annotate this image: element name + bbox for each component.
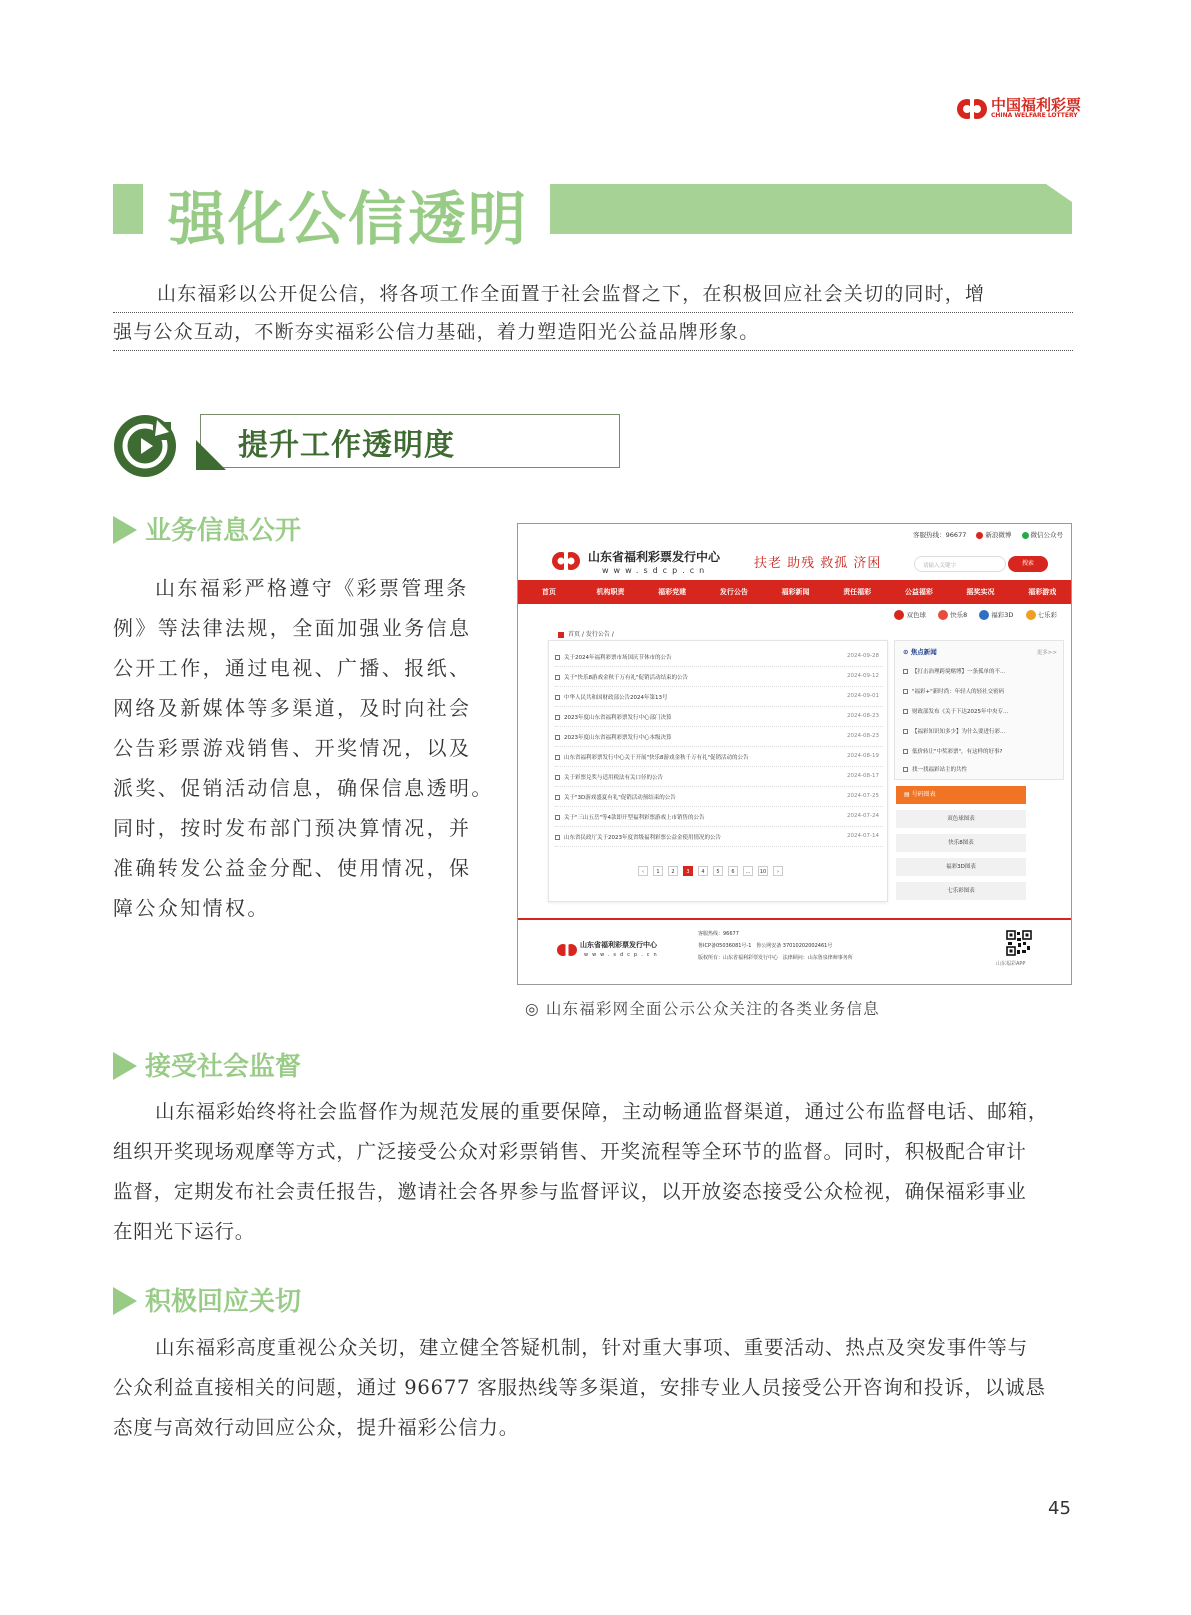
doc-icon xyxy=(555,755,560,760)
footer-rights xyxy=(698,954,853,961)
text-line: 例》等法律法规，全面加强业务信息 xyxy=(113,616,472,640)
announcement-row[interactable]: 关于2024年福利彩票市场国庆节休市的公告 2024-09-28 xyxy=(555,649,883,667)
chart-link[interactable]: 福彩3D图表 xyxy=(896,858,1026,876)
announcement-row[interactable]: 关于彩票兑奖与适用税法有关口径的公告 2024-08-17 xyxy=(555,769,883,787)
focus-news-item[interactable]: 找一找福彩站主的共性 xyxy=(903,765,967,773)
site-breadcrumb: 首页 / 发行公告 / xyxy=(558,629,614,638)
text-line: 公开工作，通过电视、广播、报纸、 xyxy=(113,656,472,680)
subsection-title: 提升工作透明度 xyxy=(238,428,455,463)
breadcrumb-square-icon xyxy=(558,632,564,638)
nav-item[interactable]: 摇奖实况 xyxy=(966,588,995,596)
play-arrow-icon xyxy=(113,1287,137,1315)
page-button[interactable]: 10 xyxy=(758,866,768,876)
nav-item[interactable]: 责任福彩 xyxy=(843,588,872,596)
page-ellipsis: … xyxy=(743,866,753,876)
supervision-paragraph xyxy=(113,1092,1073,1252)
doc-icon xyxy=(903,709,908,714)
footer-icp[interactable]: 鲁ICP备05036081号-1 xyxy=(698,943,752,949)
text-line: 在阳光下运行。 xyxy=(113,1220,256,1243)
text-line: 准确转发公益金分配、使用情况，保 xyxy=(113,856,472,880)
site-nav xyxy=(518,580,1072,604)
site-game-links xyxy=(884,610,1057,620)
site-pagination xyxy=(638,866,788,876)
china-welfare-lottery-logo xyxy=(955,92,1082,128)
logo-name-cn: 中国福利彩票 xyxy=(991,96,1082,114)
heading-text: 积极回应关切 xyxy=(145,1287,302,1317)
welfare-lottery-logo-icon xyxy=(955,92,989,126)
site-top-links xyxy=(913,530,1063,539)
chart-link[interactable]: 七乐彩图表 xyxy=(896,882,1026,900)
business-info-paragraph xyxy=(113,568,494,928)
site-search-input[interactable]: 请输入关键字 xyxy=(914,556,1006,572)
page-button[interactable]: 2 xyxy=(668,866,678,876)
site-slogan: 扶老 助残 救孤 济困 xyxy=(754,556,882,571)
play-arrow-icon xyxy=(113,516,137,544)
subsection-corner-triangle xyxy=(196,440,226,470)
figure-caption: ◎ 山东福彩网全面公示公众关注的各类业务信息 xyxy=(525,1000,880,1018)
title-left-bar xyxy=(113,184,143,234)
text-line: 组织开奖现场观摩等方式，广泛接受公众对彩票销售、开奖流程等全环节的监督。同时，积极配合审计 xyxy=(113,1140,1027,1163)
weibo-icon xyxy=(976,532,983,539)
page-number: 45 xyxy=(1048,1498,1071,1519)
heading-text: 业务信息公开 xyxy=(145,516,302,546)
focus-news-more-link[interactable]: 更多>> xyxy=(1036,650,1057,656)
play-arrow-icon xyxy=(113,1052,137,1080)
announcement-row[interactable]: 山东省福利彩票发行中心关于开展"快乐8游戏金秋千万有礼"促销活动的公告 2024-08-19 xyxy=(555,749,883,767)
doc-icon xyxy=(555,795,560,800)
page-button[interactable]: 5 xyxy=(713,866,723,876)
doc-icon xyxy=(903,749,908,754)
doc-icon xyxy=(555,815,560,820)
text-line: 山东福彩严格遵守《彩票管理条 xyxy=(155,576,469,600)
text-line: 同时，按时发布部门预决算情况，并 xyxy=(113,816,472,840)
doc-icon xyxy=(903,729,908,734)
page-button[interactable]: 1 xyxy=(653,866,663,876)
focus-news-item[interactable]: 财政部发布《关于下达2025年中央专… xyxy=(903,707,1009,715)
announcement-list xyxy=(548,640,888,902)
text-line: 公众利益直接相关的问题，通过 96677 客服热线等多渠道，安排专业人员接受公开咨询和投诉，以诚恳 xyxy=(113,1376,1046,1399)
doc-icon xyxy=(903,689,908,694)
number-charts-title: ▤ 号码图表 xyxy=(896,786,1026,804)
footer-legal: 法律顾问：山东鲁泉律师事务所 xyxy=(782,955,853,961)
page-next-button[interactable]: › xyxy=(773,866,783,876)
game-link[interactable]: 快乐8 xyxy=(938,610,967,620)
title-right-bar xyxy=(550,184,1072,234)
doc-icon xyxy=(555,655,560,660)
doc-icon xyxy=(903,767,908,772)
site-footer xyxy=(518,918,1072,985)
section-title: 强化公信透明 xyxy=(168,185,529,253)
footer-site-url: www.sdcp.cn xyxy=(584,952,661,958)
text-line: 障公众知情权。 xyxy=(113,896,270,920)
nav-item[interactable]: 福彩党建 xyxy=(658,588,687,596)
intro-line: 山东福彩以公开促公信，将各项工作全面置于社会监督之下，在积极回应社会关切的同时，增 xyxy=(113,275,1073,313)
nav-item[interactable]: 福彩游戏 xyxy=(1028,588,1057,596)
page-button-active[interactable]: 3 xyxy=(683,866,693,876)
focus-news-item[interactable]: 【福彩知识知多少】为什么要进行彩… xyxy=(903,727,1006,735)
text-line: 公告彩票游戏销售、开奖情况，以及 xyxy=(113,736,472,760)
announcement-row[interactable]: 关于"三山五岳"等4款即开型福利彩票游戏上市销售的公告 2024-07-24 xyxy=(555,809,883,827)
number-charts-panel xyxy=(896,786,1026,902)
game-link[interactable]: 七乐彩 xyxy=(1026,610,1058,620)
heading-business-info xyxy=(113,510,301,547)
site-weibo-link[interactable]: 新浪微博 xyxy=(985,531,1012,539)
refresh-play-icon xyxy=(113,414,177,478)
doc-icon xyxy=(555,775,560,780)
ball-icon xyxy=(938,610,948,620)
text-line: 态度与高效行动回应公众，提升福彩公信力。 xyxy=(113,1416,520,1439)
doc-icon xyxy=(555,695,560,700)
ball-icon xyxy=(1026,610,1036,620)
focus-news-item[interactable]: "福彩+"新时尚：年轻人的轻社交密码 xyxy=(903,687,1004,695)
text-line: 山东福彩高度重视公众关切，建立健全答疑机制，针对重大事项、重要活动、热点及突发事件等与 xyxy=(155,1336,1028,1359)
qr-code-icon xyxy=(1006,930,1032,956)
text-line: 派奖、促销活动信息，确保信息透明。 xyxy=(113,776,494,800)
announcement-row[interactable]: 关于"3D游戏盛夏有礼"促销活动预结束的公告 2024-07-25 xyxy=(555,789,883,807)
announcement-row[interactable]: 山东省民政厅关于2023年度省级福利彩票公益金使用情况的公告 2024-07-14 xyxy=(555,829,883,847)
focus-news-item[interactable]: 【打击治理跨境赌博】一条孤单的不… xyxy=(903,667,1006,675)
ball-icon xyxy=(894,610,904,620)
site-name: 山东省福利彩票发行中心 xyxy=(588,550,721,564)
focus-news-panel xyxy=(894,640,1064,780)
nav-item[interactable]: 公益福彩 xyxy=(904,588,933,596)
chart-link[interactable]: 双色球图表 xyxy=(896,810,1026,828)
page-prev-button[interactable]: ‹ xyxy=(638,866,648,876)
nav-item[interactable]: 福彩新闻 xyxy=(781,588,810,596)
site-logo-icon xyxy=(550,546,584,576)
doc-icon xyxy=(903,669,908,674)
page-button[interactable]: 6 xyxy=(728,866,738,876)
website-screenshot xyxy=(517,523,1072,985)
announcement-row[interactable]: 2023年度山东省福利彩票发行中心部门决算 2024-08-23 xyxy=(555,709,883,727)
footer-site-name: 山东省福利彩票发行中心 xyxy=(580,941,657,949)
footer-police[interactable]: 鲁公网安备 37010202002461号 xyxy=(756,943,833,949)
logo-name-en: CHINA WELFARE LOTTERY xyxy=(991,112,1078,119)
nav-item[interactable]: 首页 xyxy=(541,588,556,596)
nav-item[interactable]: 发行公告 xyxy=(719,588,748,596)
footer-app-label: 山东福彩APP xyxy=(996,961,1026,967)
announcement-row[interactable]: 2023年度山东省福利彩票发行中心本级决算 2024-08-23 xyxy=(555,729,883,747)
wechat-icon xyxy=(1022,532,1029,539)
text-line: 网络及新媒体等多渠道，及时向社会 xyxy=(113,696,472,720)
text-line: 山东福彩始终将社会监督作为规范发展的重要保障，主动畅通监督渠道，通过公布监督电话、邮箱， xyxy=(155,1100,1049,1123)
doc-icon xyxy=(555,835,560,840)
footer-hotline: 客服热线：96677 xyxy=(698,931,739,937)
nav-item[interactable]: 机构职责 xyxy=(596,588,625,596)
doc-icon xyxy=(555,675,560,680)
response-paragraph xyxy=(113,1328,1073,1448)
heading-text: 接受社会监督 xyxy=(145,1052,302,1082)
game-link[interactable]: 双色球 xyxy=(894,610,926,620)
footer-copyright: 版权所有：山东省福利彩票发行中心 xyxy=(698,955,779,961)
site-url: www.sdcp.cn xyxy=(602,566,710,575)
site-hotline: 客服热线：96677 xyxy=(913,531,967,539)
doc-icon xyxy=(555,735,560,740)
game-link[interactable]: 福彩3D xyxy=(979,610,1013,620)
ball-icon xyxy=(979,610,989,620)
page-button[interactable]: 4 xyxy=(698,866,708,876)
announcement-row[interactable]: 关于"快乐8游戏金秋千万有礼"促销活动结束的公告 2024-09-12 xyxy=(555,669,883,687)
site-wechat-link[interactable]: 微信公众号 xyxy=(1030,531,1063,539)
heading-response xyxy=(113,1281,301,1318)
text-line: 监督，定期发布社会责任报告，邀请社会各界参与监督评议，以开放姿态接受公众检视，确保福彩事业 xyxy=(113,1180,1027,1203)
heading-supervision xyxy=(113,1046,301,1083)
footer-logo-icon xyxy=(556,940,578,960)
announcement-row[interactable]: 中华人民共和国财政部公告2024年第13号 2024-09-01 xyxy=(555,689,883,707)
focus-news-item[interactable]: 低价转让"中奖彩票"，有这样的好事? xyxy=(903,747,1002,755)
chart-link[interactable]: 快乐8图表 xyxy=(896,834,1026,852)
focus-news-title: ⊙ 焦点新闻 xyxy=(903,648,937,656)
intro-paragraph xyxy=(113,275,1073,351)
intro-line: 强与公众互动，不断夯实福彩公信力基础，着力塑造阳光公益品牌形象。 xyxy=(113,313,1073,351)
footer-record xyxy=(698,942,832,949)
site-search-button[interactable]: 搜索 xyxy=(1008,556,1048,572)
doc-icon xyxy=(555,715,560,720)
